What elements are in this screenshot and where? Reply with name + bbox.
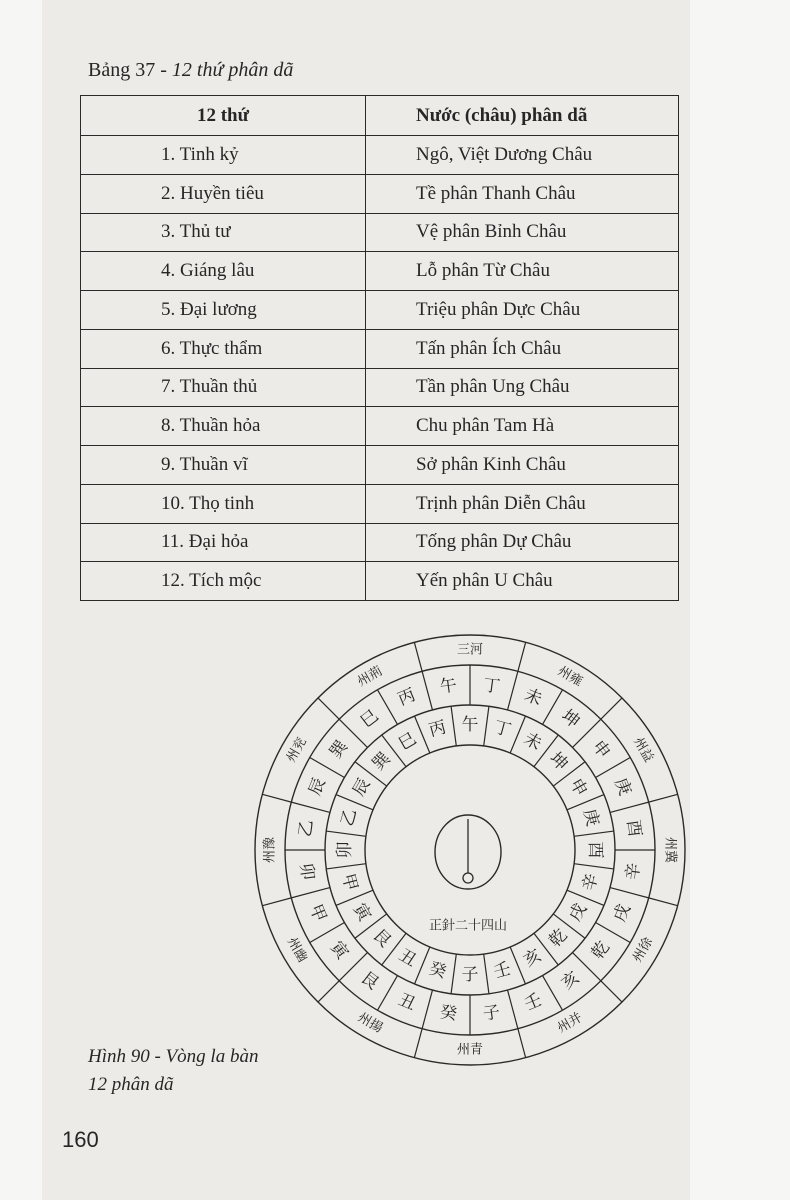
outer-mountain-char: 壬 (521, 989, 545, 1015)
inner-mountain-divider (326, 864, 366, 869)
table-row (81, 562, 679, 601)
thu-cell: 3. Thủ tư (81, 213, 366, 252)
luopan-compass-diagram (250, 630, 690, 1070)
outer-mountain-char: 午 (438, 675, 459, 698)
inner-ring-label: 正針二十四山 (428, 918, 508, 934)
phan-da-cell: Yến phân U Châu (366, 562, 679, 601)
outer-mountain-divider (508, 990, 518, 1029)
province-divider (518, 1029, 526, 1058)
outer-mountain-char: 丁 (481, 675, 502, 698)
inner-mountain-char: 辛 (578, 871, 603, 894)
inner-mountain-char: 未 (520, 728, 545, 755)
phan-da-cell: Vệ phân Bỉnh Châu (366, 213, 679, 252)
phan-da-cell: Tần phân Ung Châu (366, 368, 679, 407)
inner-mountain-char: 巽 (368, 748, 395, 775)
inner-mountain-char: 艮 (368, 925, 395, 952)
outer-mountain-divider (378, 976, 398, 1011)
table-row (81, 136, 679, 175)
table-number: Bảng 37 - (88, 59, 167, 81)
thu-cell: 6. Thực thẩm (81, 329, 366, 368)
phan-da-cell: Lỗ phân Từ Châu (366, 252, 679, 291)
outer-mountain-divider (378, 690, 398, 725)
table-row (81, 446, 679, 485)
inner-mountain-char: 寅 (348, 900, 375, 925)
outer-mountain-char: 巽 (325, 736, 353, 763)
outer-mountain-divider (291, 802, 330, 812)
outer-mountain-char: 乙 (295, 818, 318, 839)
thu-cell: 4. Giáng lâu (81, 252, 366, 291)
table-title (88, 57, 293, 83)
table-name: 12 thứ phân dã (171, 59, 294, 81)
table-header-row (81, 96, 679, 136)
thu-cell: 12. Tích mộc (81, 562, 366, 601)
inner-mountain-char: 亥 (520, 945, 545, 972)
outer-mountain-char: 坤 (557, 705, 584, 733)
province-divider (414, 1029, 422, 1058)
inner-mountain-char: 子 (461, 965, 479, 985)
table-row (81, 329, 679, 368)
inner-mountain-char: 坤 (545, 748, 572, 775)
outer-mountain-char: 亥 (557, 967, 584, 995)
province-divider (318, 698, 339, 719)
inner-mountain-char: 戌 (565, 900, 592, 925)
inner-mountain-char: 庚 (578, 806, 603, 829)
outer-mountain-divider (596, 758, 631, 778)
inner-mountain-char: 午 (461, 715, 479, 735)
phan-da-cell: Chu phân Tam Hà (366, 407, 679, 446)
inner-mountain-char: 丑 (395, 945, 420, 972)
needle-pivot (463, 873, 473, 883)
outer-mountain-char: 申 (587, 736, 615, 763)
thu-cell: 9. Thuần vĩ (81, 446, 366, 485)
thu-cell: 11. Đại hỏa (81, 523, 366, 562)
inner-mountain-char: 乙 (337, 806, 362, 829)
inner-mountain-char: 甲 (337, 871, 362, 894)
table-row (81, 252, 679, 291)
page-number: 160 (62, 1127, 99, 1152)
caption-line-2: 12 phân dã (88, 1074, 174, 1095)
province-label: 州豫 (262, 836, 278, 864)
table-row (81, 407, 679, 446)
thu-cell: 10. Thọ tinh (81, 484, 366, 523)
outer-mountain-char: 丑 (395, 989, 419, 1015)
outer-mountain-char: 辛 (622, 861, 645, 882)
outer-mountain-char: 乾 (587, 937, 615, 964)
table-row (81, 291, 679, 330)
province-label: 州徐 (630, 934, 657, 966)
province-divider (518, 642, 526, 671)
phan-da-cell: Triệu phân Dực Châu (366, 291, 679, 330)
province-label: 三河 (456, 642, 484, 658)
phan-da-cell: Tề phân Thanh Châu (366, 174, 679, 213)
province-divider (318, 981, 339, 1002)
phan-da-cell: Tống phân Dự Châu (366, 523, 679, 562)
outer-mountain-char: 丙 (395, 685, 419, 711)
outer-mountain-divider (596, 923, 631, 943)
outer-mountain-char: 子 (481, 1002, 502, 1025)
header-nuoc-phan-da: Nước (châu) phân dã (366, 96, 679, 136)
caption-line-1: Hình 90 - Vòng la bàn (88, 1046, 259, 1067)
header-12-thu: 12 thứ (81, 96, 366, 136)
thu-cell: 8. Thuần hỏa (81, 407, 366, 446)
figure-caption (88, 1043, 258, 1099)
inner-mountain-char: 辰 (348, 775, 375, 800)
outer-mountain-char: 卯 (295, 861, 318, 882)
province-divider (649, 794, 678, 802)
inner-mountain-divider (484, 954, 489, 994)
province-label: 州荊 (354, 663, 386, 690)
inner-mountain-char: 申 (565, 775, 592, 800)
outer-mountain-char: 艮 (356, 967, 383, 995)
inner-mountain-divider (574, 864, 614, 869)
outer-mountain-char: 未 (521, 685, 545, 711)
province-divider (601, 698, 622, 719)
province-divider (414, 642, 422, 671)
inner-mountain-char: 乾 (545, 925, 572, 952)
inner-mountain-divider (574, 831, 614, 836)
province-divider (649, 898, 678, 906)
outer-mountain-divider (422, 990, 432, 1029)
phan-da-table (80, 95, 679, 601)
inner-mountain-char: 酉 (585, 841, 605, 859)
phan-da-cell: Trịnh phân Diễn Châu (366, 484, 679, 523)
mountain-ring-divider-circle (325, 705, 615, 995)
inner-mountain-char: 丙 (426, 717, 449, 742)
province-label: 州益 (630, 734, 657, 766)
phan-da-cell: Tấn phân Ích Châu (366, 329, 679, 368)
province-divider (262, 898, 291, 906)
table-row (81, 523, 679, 562)
inner-mountain-divider (451, 954, 456, 994)
inner-mountain-char: 癸 (426, 958, 449, 983)
province-label: 州揚 (354, 1010, 386, 1037)
inner-mountain-divider (484, 706, 489, 746)
outer-mountain-char: 巳 (356, 705, 383, 733)
outer-mountain-divider (422, 671, 432, 710)
table-row (81, 368, 679, 407)
province-label: 州雍 (554, 663, 586, 690)
province-label: 州幽 (283, 934, 310, 966)
outer-mountain-char: 辰 (305, 775, 331, 799)
province-label: 州兖 (283, 734, 310, 766)
province-divider (262, 794, 291, 802)
province-divider (601, 981, 622, 1002)
inner-mountain-char: 巳 (395, 728, 420, 755)
thu-cell: 5. Đại lương (81, 291, 366, 330)
outer-mountain-divider (610, 802, 649, 812)
outer-mountain-char: 癸 (438, 1002, 459, 1025)
thu-cell: 1. Tinh kỷ (81, 136, 366, 175)
outer-mountain-divider (291, 888, 330, 898)
outer-mountain-divider (610, 888, 649, 898)
inner-mountain-char: 壬 (491, 958, 514, 983)
outer-mountain-char: 寅 (325, 937, 353, 964)
inner-mountain-divider (451, 706, 456, 746)
outer-mountain-char: 戌 (609, 901, 635, 925)
table-row (81, 174, 679, 213)
inner-mountain-char: 丁 (491, 717, 514, 742)
province-label: 州冀 (662, 836, 678, 864)
phan-da-cell: Ngô, Việt Dương Châu (366, 136, 679, 175)
table-row (81, 484, 679, 523)
outer-mountain-char: 甲 (305, 901, 331, 925)
table-row (81, 213, 679, 252)
inner-mountain-divider (326, 831, 366, 836)
thu-cell: 7. Thuần thủ (81, 368, 366, 407)
inner-mountain-char: 卯 (335, 841, 355, 859)
outer-mountain-char: 酉 (622, 818, 645, 839)
province-label: 州并 (554, 1010, 586, 1037)
outer-mountain-char: 庚 (609, 775, 635, 799)
thu-cell: 2. Huyền tiêu (81, 174, 366, 213)
outer-mountain-divider (508, 671, 518, 710)
phan-da-cell: Sở phân Kinh Châu (366, 446, 679, 485)
province-label: 州青 (456, 1042, 484, 1058)
